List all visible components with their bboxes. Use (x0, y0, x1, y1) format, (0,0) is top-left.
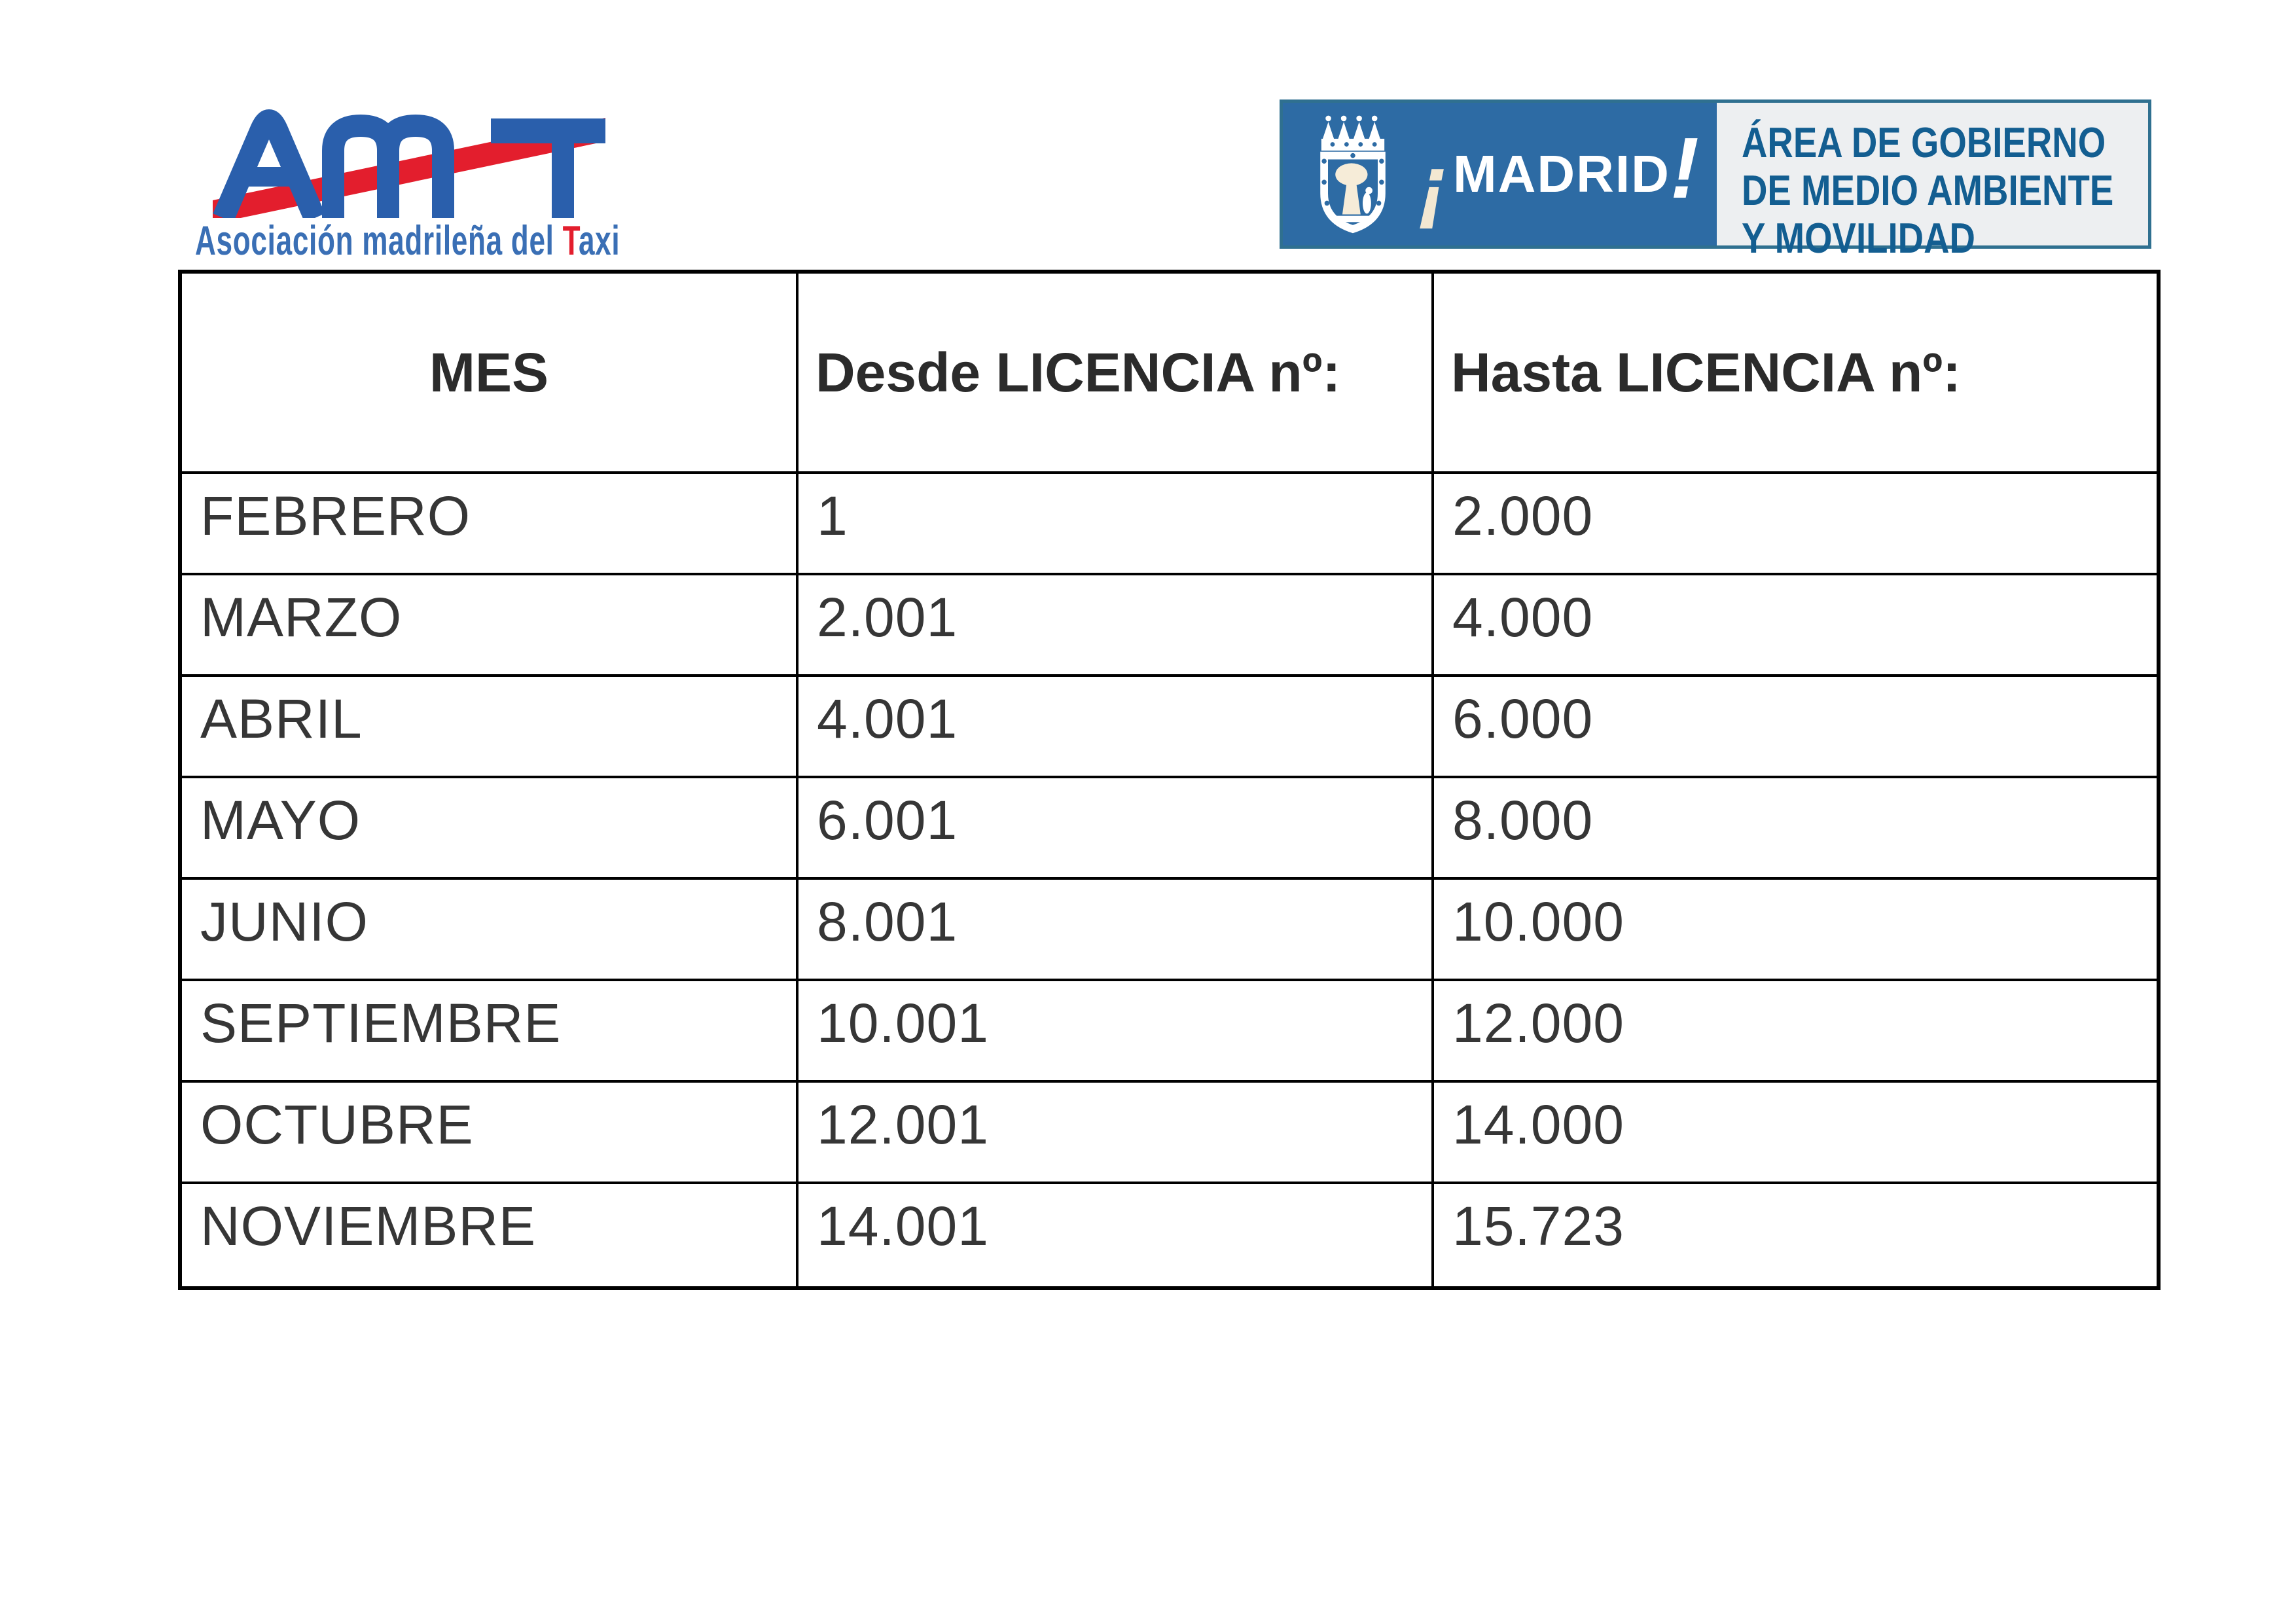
from-cell: 2.001 (797, 574, 1433, 676)
table-row (180, 676, 2159, 777)
madrid-department-lines (1742, 118, 2113, 262)
to-cell: 14.000 (1433, 1081, 2159, 1183)
table-row (180, 473, 2159, 574)
amt-tagline-prefix: Asociación madrileña del (195, 218, 563, 264)
madrid-name (1419, 103, 1699, 245)
to-cell: 15.723 (1433, 1183, 2159, 1288)
month-cell: MAYO (180, 777, 797, 878)
from-cell: 4.001 (797, 676, 1433, 777)
license-table (178, 270, 2161, 1290)
month-cell: MARZO (180, 574, 797, 676)
amt-tagline-red-t: T (562, 218, 579, 264)
month-cell: FEBRERO (180, 473, 797, 574)
to-cell: 10.000 (1433, 878, 2159, 980)
madrid-department-line: Y MOVILIDAD (1742, 214, 1975, 262)
to-cell: 6.000 (1433, 676, 2159, 777)
table-row (180, 777, 2159, 878)
to-cell: 8.000 (1433, 777, 2159, 878)
header-to: Hasta LICENCIA nº: (1433, 272, 2159, 473)
to-cell: 4.000 (1433, 574, 2159, 676)
madrid-exclaim-open: ¡ (1419, 136, 1448, 233)
to-cell: 12.000 (1433, 980, 2159, 1081)
madrid-crest-icon (1306, 109, 1399, 239)
table-header-row (180, 272, 2159, 473)
amt-logo (195, 99, 640, 270)
madrid-exclaim-close: ! (1670, 119, 1699, 216)
month-cell: JUNIO (180, 878, 797, 980)
amt-wordmark-icon (213, 103, 605, 218)
madrid-logo (1280, 99, 2151, 262)
month-cell: SEPTIEMBRE (180, 980, 797, 1081)
month-cell: NOVIEMBRE (180, 1183, 797, 1288)
from-cell: 14.001 (797, 1183, 1433, 1288)
from-cell: 12.001 (797, 1081, 1433, 1183)
month-cell: ABRIL (180, 676, 797, 777)
to-cell: 2.000 (1433, 473, 2159, 574)
madrid-department-line: ÁREA DE GOBIERNO (1742, 118, 2106, 166)
from-cell: 1 (797, 473, 1433, 574)
from-cell: 8.001 (797, 878, 1433, 980)
madrid-department-line: DE MEDIO AMBIENTE (1742, 166, 2114, 214)
madrid-department (1717, 103, 2185, 262)
table-row (180, 980, 2159, 1081)
amt-tagline-suffix: axi (578, 218, 620, 264)
header-from: Desde LICENCIA nº: (797, 272, 1433, 473)
header-month: MES (180, 272, 797, 473)
month-cell: OCTUBRE (180, 1081, 797, 1183)
from-cell: 10.001 (797, 980, 1433, 1081)
amt-tagline (195, 217, 620, 264)
madrid-blue-panel (1283, 103, 1717, 245)
table-row (180, 878, 2159, 980)
madrid-name-text: MADRID (1452, 145, 1670, 203)
table-row (180, 1183, 2159, 1288)
table-row (180, 1081, 2159, 1183)
from-cell: 6.001 (797, 777, 1433, 878)
table-row (180, 574, 2159, 676)
